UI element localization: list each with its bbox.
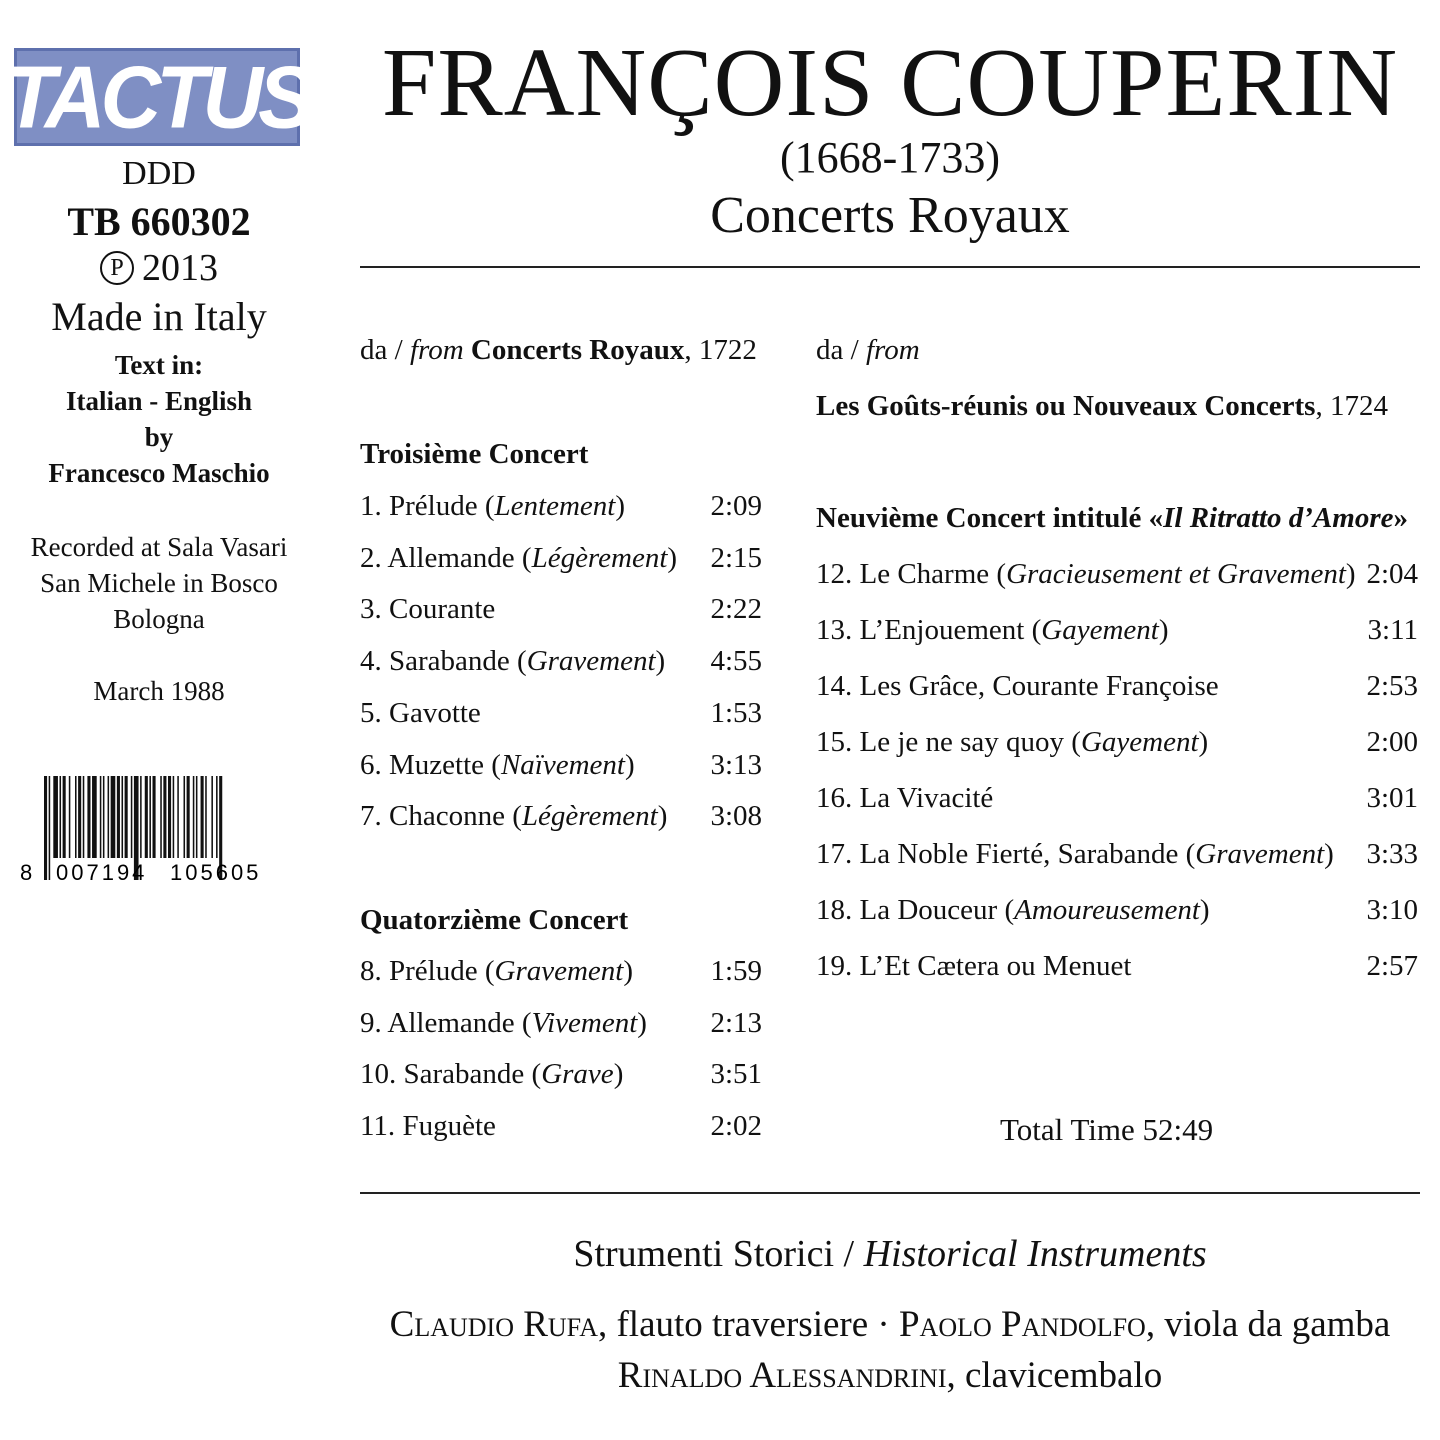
track-title: 6. Muzette (Naïvement) <box>360 748 635 781</box>
track-title: 4. Sarabande (Gravement) <box>360 645 666 678</box>
barcode-bar <box>216 776 218 858</box>
barcode <box>18 776 282 886</box>
section-title-text: Neuvième Concert intitulé « <box>816 502 1164 534</box>
source-year: , 1722 <box>684 334 757 366</box>
barcode-digits-right: 105605 <box>170 860 262 885</box>
performer-name: Rinaldo Alessandrini <box>617 1355 947 1396</box>
track-number: 4. <box>360 645 382 678</box>
total-time: Total Time 52:49 <box>1000 1112 1214 1147</box>
track-number: 3. <box>360 593 382 626</box>
track-number: 16. <box>816 782 853 814</box>
barcode-bar <box>60 776 62 858</box>
track-name: Le Charme <box>859 558 990 590</box>
barcode-bar <box>140 776 142 858</box>
performer-role: , flauto traversiere <box>597 1304 869 1345</box>
track-duration: 2:22 <box>710 593 762 626</box>
logo-text: TACTUS <box>4 47 310 147</box>
section-title-italic: Il Ritratto d’Amore <box>1163 502 1394 534</box>
track-duration: 3:01 <box>1366 782 1418 814</box>
track-number: 8. <box>360 955 382 987</box>
source-from: from <box>865 334 920 366</box>
track-duration: 1:59 <box>710 955 762 987</box>
recorded-venue: San Michele in Bosco <box>40 568 278 598</box>
track-name: L’Enjouement <box>859 614 1025 646</box>
track-name: Sarabande <box>389 645 510 678</box>
performer-name: Claudio Rufa <box>389 1304 598 1345</box>
track-title <box>360 697 481 730</box>
barcode-bar <box>111 776 116 858</box>
barcode-digits-left: 007194 <box>56 860 148 885</box>
track-title: 10. Sarabande (Grave) <box>360 1058 624 1091</box>
recording-date: March 1988 <box>93 676 225 706</box>
track-duration: 3:10 <box>1366 894 1418 926</box>
track-name: Muzette <box>389 748 485 781</box>
barcode-bar <box>149 776 151 858</box>
barcode-bar <box>131 776 133 858</box>
track-tempo: Gayement <box>1080 726 1199 758</box>
barcode-digit-first: 8 <box>20 860 33 885</box>
track-tempo: Gayement <box>1041 614 1159 646</box>
text-in-author: Francesco Maschio <box>48 458 270 488</box>
barcode-bar <box>193 776 195 858</box>
barcode-bar <box>108 776 110 858</box>
barcode-bar <box>160 776 162 858</box>
track-number: 6. <box>360 748 382 781</box>
barcode-bar <box>53 776 58 858</box>
track-duration: 2:00 <box>1366 726 1418 758</box>
track-title <box>360 1110 496 1143</box>
track-number: 15. <box>816 726 853 758</box>
instruments-en: Historical Instruments <box>863 1233 1207 1275</box>
track-duration: 3:08 <box>710 800 762 833</box>
barcode-bar <box>92 776 97 858</box>
track-name: Allemande <box>387 541 515 574</box>
phonogram-icon: P <box>100 251 134 285</box>
barcode-bar <box>63 776 66 858</box>
track-title <box>816 950 1131 983</box>
composer-dates: (1668-1733) <box>780 133 1000 182</box>
barcode-bar <box>177 776 179 858</box>
made-in: Made in Italy <box>51 294 267 339</box>
source-year: , 1724 <box>1315 390 1388 422</box>
track-tempo: Amoureusement <box>1014 894 1200 926</box>
tactus-logo <box>4 47 310 147</box>
barcode-bar <box>100 776 102 858</box>
track-name: Fuguète <box>402 1110 496 1143</box>
track-duration: 3:51 <box>710 1058 762 1091</box>
track-number: 18. <box>816 894 853 926</box>
track-number: 9. <box>360 1006 382 1039</box>
performers-line-1 <box>360 1303 1420 1346</box>
barcode-bar <box>78 776 81 858</box>
track-name: Gavotte <box>389 696 481 729</box>
track-duration: 2:04 <box>1366 558 1418 590</box>
track-duration: 2:13 <box>710 1006 762 1039</box>
track-title: 2. Allemande (Légèrement) <box>360 541 678 574</box>
divider-bottom <box>360 1192 1420 1194</box>
composer-name: FRANÇOIS COUPERIN <box>381 29 1399 137</box>
barcode-bar <box>44 776 47 880</box>
track-number: 13. <box>816 614 853 646</box>
track-number: 1. <box>360 490 382 522</box>
track-duration: 1:53 <box>710 696 762 729</box>
barcode-bar <box>122 776 124 858</box>
text-in-label: Text in: <box>114 350 204 380</box>
barcode-bar <box>145 776 148 858</box>
track-tempo: Gracieusement et Gravement <box>1006 558 1346 590</box>
track-title: 9. Allemande (Vivement) <box>360 1006 647 1039</box>
performer-name: Paolo Pandolfo <box>898 1304 1146 1345</box>
track-name: Courante <box>389 593 496 626</box>
track-duration: 3:33 <box>1366 838 1418 870</box>
track-duration: 3:11 <box>1367 614 1418 646</box>
section-title-troisieme: Troisième Concert <box>360 438 589 470</box>
barcode-bar <box>196 776 198 858</box>
track-tempo: Grave <box>541 1058 614 1091</box>
track-name: La Noble Fierté, Sarabande <box>859 838 1179 870</box>
section-title-quatorzieme: Quatorzième Concert <box>360 904 629 936</box>
barcode-bar <box>117 776 120 858</box>
track-title <box>360 593 495 626</box>
track-duration: 2:09 <box>710 490 762 522</box>
source-title: Les Goûts-réunis ou Nouveaux Concerts <box>816 390 1316 422</box>
track-title: 13. L’Enjouement (Gayement) <box>816 614 1169 646</box>
barcode-bar <box>163 776 166 858</box>
track-number: 14. <box>816 670 853 702</box>
track-number: 5. <box>360 696 382 729</box>
track-number: 11. <box>360 1110 396 1143</box>
source-da: da / <box>360 334 410 366</box>
track-number: 7. <box>360 800 382 833</box>
source-left <box>360 334 757 367</box>
barcode-bar <box>173 776 175 858</box>
track-name: La Douceur <box>859 894 998 926</box>
track-name: Chaconne <box>389 800 505 833</box>
track-tempo: Vivement <box>531 1006 638 1039</box>
source-title: Concerts Royaux <box>470 334 685 366</box>
track-tempo: Légèrement <box>521 800 658 833</box>
track-name: Le je ne say quoy <box>859 726 1065 758</box>
source-da: da / <box>816 334 866 366</box>
source-right-title <box>816 390 1388 423</box>
track-name: Prélude <box>389 490 478 522</box>
barcode-bar <box>69 776 71 858</box>
track-tempo: Gravement <box>526 645 656 678</box>
source-from: from <box>409 334 464 366</box>
instruments-it: Strumenti Storici / <box>573 1233 864 1275</box>
barcode-bar <box>184 776 186 858</box>
track-duration: 2:57 <box>1366 950 1418 982</box>
track-tempo: Légèrement <box>531 541 668 574</box>
barcode-bar <box>83 776 85 858</box>
recorded-city: Bologna <box>113 604 205 634</box>
track-title: 12. Le Charme (Gracieusement et Gravement) <box>816 558 1356 590</box>
track-duration: 2:02 <box>710 1110 762 1143</box>
track-duration: 4:55 <box>710 645 762 678</box>
catalog-number: TB 660302 <box>67 199 251 244</box>
performer-separator: · <box>868 1304 899 1345</box>
recorded-at: Recorded at Sala Vasari <box>30 532 288 562</box>
barcode-bar <box>87 776 90 858</box>
barcode-bar <box>103 776 105 858</box>
track-name: Prélude <box>389 955 478 987</box>
barcode-bar <box>125 776 128 858</box>
track-duration: 3:13 <box>710 748 762 781</box>
track-number: 2. <box>360 541 382 574</box>
work-title: Concerts Royaux <box>710 187 1070 244</box>
track-name: La Vivacité <box>859 782 994 814</box>
track-name: L’Et Cætera ou Menuet <box>859 950 1132 982</box>
phonogram-year <box>0 246 318 290</box>
track-tempo: Lentement <box>494 490 616 522</box>
track-number: 10. <box>360 1058 397 1091</box>
track-name: Sarabande <box>403 1058 525 1091</box>
track-name: Les Grâce, Courante Françoise <box>859 670 1219 702</box>
section-title-neuvieme <box>816 502 1408 535</box>
track-title <box>816 670 1219 703</box>
performers-line-2 <box>360 1354 1420 1397</box>
performer-role: , clavicembalo <box>946 1355 1163 1396</box>
performer-role: , viola da gamba <box>1145 1304 1391 1345</box>
barcode-bar <box>205 776 207 858</box>
track-title: 8. Prélude (Gravement) <box>360 955 634 987</box>
divider-top <box>360 266 1420 268</box>
text-in-by: by <box>144 422 174 452</box>
track-title: 7. Chaconne (Légèrement) <box>360 800 668 833</box>
barcode-bar <box>168 776 171 858</box>
barcode-bar <box>211 776 213 858</box>
text-in-languages: Italian - English <box>65 386 253 416</box>
track-title: 1. Prélude (Lentement) <box>360 490 625 522</box>
section-title-end: » <box>1393 502 1409 534</box>
instruments-note <box>360 1232 1420 1276</box>
barcode-bar <box>153 776 156 858</box>
track-number: 19. <box>816 950 853 982</box>
track-duration: 2:53 <box>1366 670 1418 702</box>
track-duration: 2:15 <box>710 541 762 574</box>
source-right-prefix <box>816 334 920 367</box>
year: 2013 <box>142 247 218 289</box>
track-name: Allemande <box>387 1006 515 1039</box>
barcode-bar <box>201 776 204 858</box>
track-title: 17. La Noble Fierté, Sarabande (Gravement) <box>816 838 1334 870</box>
track-title: 18. La Douceur (Amoureusement) <box>816 894 1210 926</box>
barcode-bar <box>49 776 51 880</box>
ddd-code: DDD <box>122 155 196 192</box>
track-number: 17. <box>816 838 853 870</box>
track-tempo: Gravement <box>1195 838 1325 870</box>
track-title <box>816 782 993 815</box>
track-title: 15. Le je ne say quoy (Gayement) <box>816 726 1209 758</box>
track-number: 12. <box>816 558 853 590</box>
barcode-bar <box>187 776 190 858</box>
track-tempo: Naïvement <box>500 748 625 781</box>
track-tempo: Gravement <box>494 955 624 987</box>
barcode-bar <box>75 776 77 858</box>
